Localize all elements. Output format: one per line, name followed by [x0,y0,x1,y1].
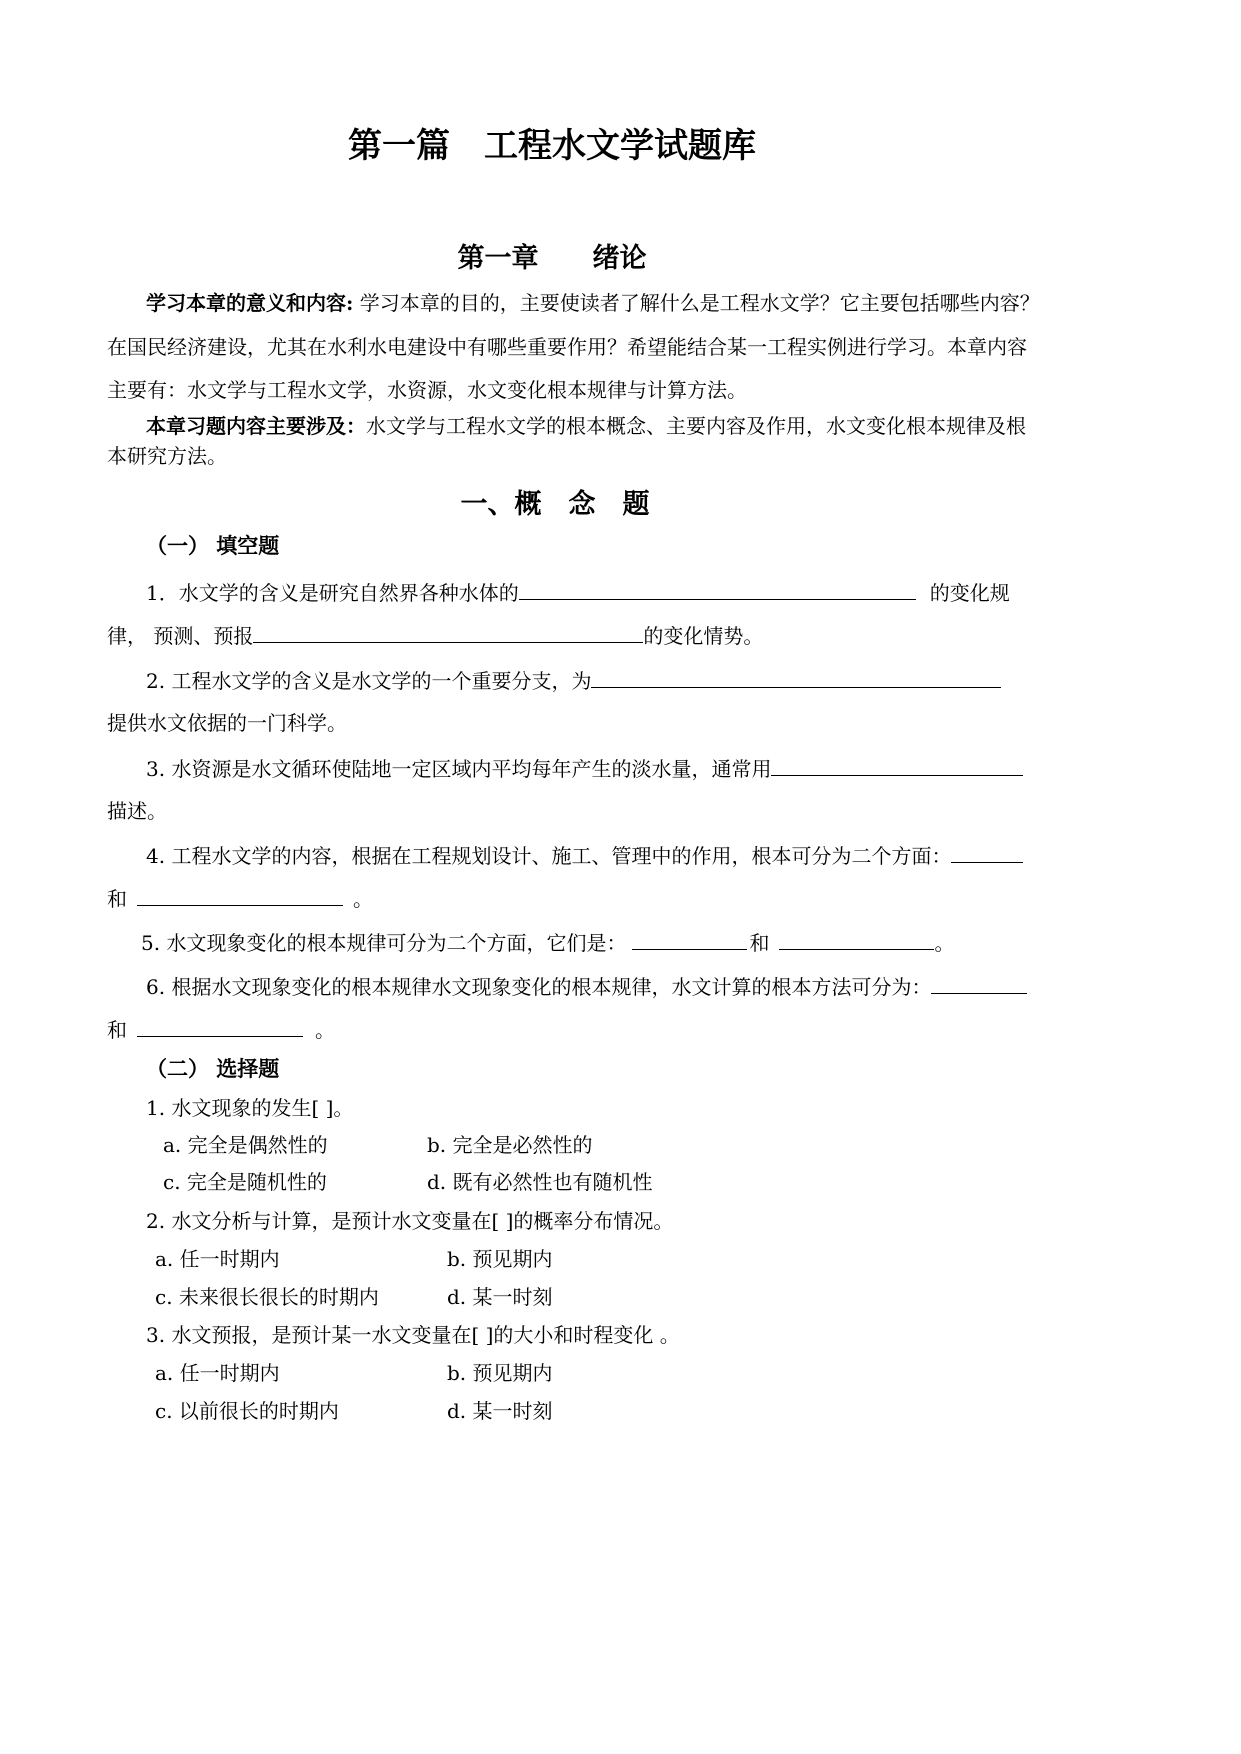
choice-q2: 2. 水文分析与计算，是预计水文变量在[ ]的概率分布情况。 [146,1209,674,1233]
fill-q5-line [141,930,954,955]
fill-q4-text: 4. 工程水文学的内容，根据在工程规划设计、施工、管理中的作用，根本可分为二个方面： [146,844,952,868]
choice-q2-option-c[interactable]: c. 未来很长很长的时期内 [155,1285,379,1309]
choice-q1-option-d[interactable]: d. 既有必然性也有随机性 [427,1170,653,1194]
fill-q6-and: 和 [107,1018,127,1042]
fill-q5-blank-2[interactable] [779,930,934,950]
fill-q6-end: 。 [315,1018,335,1042]
fill-q4-line-2 [107,886,373,911]
fill-q4-end: 。 [353,887,373,911]
fill-heading: （一） 填空题 [146,533,280,558]
intro-text: 学习本章的目的，主要使读者了解什么是工程水文学？它主要包括哪些内容？ [353,291,1040,315]
fill-q3-line-1 [146,756,1023,781]
chapter-title: 第一章 绪论 [457,243,647,274]
fill-q6-text: 6. 根据水文现象变化的根本规律水文现象变化的根本规律，水文计算的根本方法可分为： [146,975,932,999]
fill-q4-line-1 [146,843,1023,868]
choice-q3-option-d[interactable]: d. 某一时刻 [447,1399,553,1423]
choice-q1-option-a[interactable]: a. 完全是偶然性的 [163,1133,328,1157]
choice-q1: 1. 水文现象的发生[ ]。 [146,1096,354,1120]
choice-q3-option-c[interactable]: c. 以前很长的时期内 [155,1399,339,1423]
choice-q3-option-a[interactable]: a. 任一时期内 [155,1361,280,1385]
fill-q2-line-2: 提供水文依据的一门科学。 [107,711,347,735]
fill-q2-line-1 [146,668,1001,693]
fill-q1-blank-1[interactable] [519,580,916,600]
fill-q6-line-1 [146,974,1027,999]
intro-label: 学习本章的意义和内容: [146,291,354,315]
fill-q5-text: 5. 水文现象变化的根本规律可分为二个方面，它们是： [141,931,627,955]
fill-q5-end: 。 [934,931,955,955]
choice-q3: 3. 水文预报，是预计某一水文变量在[ ]的大小和时程变化 。 [146,1323,680,1347]
fill-q4-and: 和 [107,887,127,911]
choice-heading: （二） 选择题 [146,1056,280,1081]
fill-q6-blank-2[interactable] [137,1017,303,1037]
fill-q1-text-end: 的变化规 [929,581,1010,605]
intro-line-3: 主要有：水文学与工程水文学，水资源，水文变化根本规律与计算方法。 [107,378,747,402]
choice-q1-option-c[interactable]: c. 完全是随机性的 [163,1170,327,1194]
fill-q4-blank-2[interactable] [137,886,343,906]
fill-q4-blank-1[interactable] [951,843,1023,863]
scope-line-1 [146,414,1026,438]
fill-q6-blank-1[interactable] [931,974,1027,994]
choice-q2-option-d[interactable]: d. 某一时刻 [447,1285,553,1309]
fill-q3-text: 3. 水资源是水文循环使陆地一定区域内平均每年产生的淡水量，通常用 [146,757,772,781]
fill-q6-line-2 [107,1017,335,1042]
intro-line-1 [146,291,1040,315]
fill-q5-and: 和 [749,931,770,955]
choice-q2-option-b[interactable]: b. 预见期内 [447,1247,553,1271]
page-title: 第一篇 工程水文学试题库 [348,126,756,166]
fill-q3-blank[interactable] [771,756,1023,776]
fill-q1-line-2 [107,623,763,648]
fill-q1-line-1 [146,580,1010,605]
intro-line-2: 在国民经济建设，尤其在水利水电建设中有哪些重要作用？希望能结合某一工程实例进行学习。本章内容 [107,335,1027,359]
fill-q1-blank-2[interactable] [253,623,643,643]
choice-q1-option-b[interactable]: b. 完全是必然性的 [427,1133,593,1157]
fill-q1-text-3: 的变化情势。 [643,624,764,648]
fill-q1-text-2: 律， 预测、预报 [107,624,254,648]
scope-label: 本章习题内容主要涉及： [146,414,366,438]
fill-q2-text: 2. 工程水文学的含义是水文学的一个重要分支，为 [146,669,592,693]
section-title: 一、概 念 题 [460,489,650,520]
fill-q2-blank[interactable] [591,668,1001,688]
scope-text: 水文学与工程水文学的根本概念、主要内容及作用，水文变化根本规律及根 [366,414,1026,438]
fill-q5-blank-1[interactable] [632,930,747,950]
fill-q1-text: 1．水文学的含义是研究自然界各种水体的 [146,581,519,605]
choice-q3-option-b[interactable]: b. 预见期内 [447,1361,553,1385]
scope-line-2: 本研究方法。 [107,444,227,468]
choice-q2-option-a[interactable]: a. 任一时期内 [155,1247,280,1271]
fill-q3-line-2: 描述。 [107,799,167,823]
